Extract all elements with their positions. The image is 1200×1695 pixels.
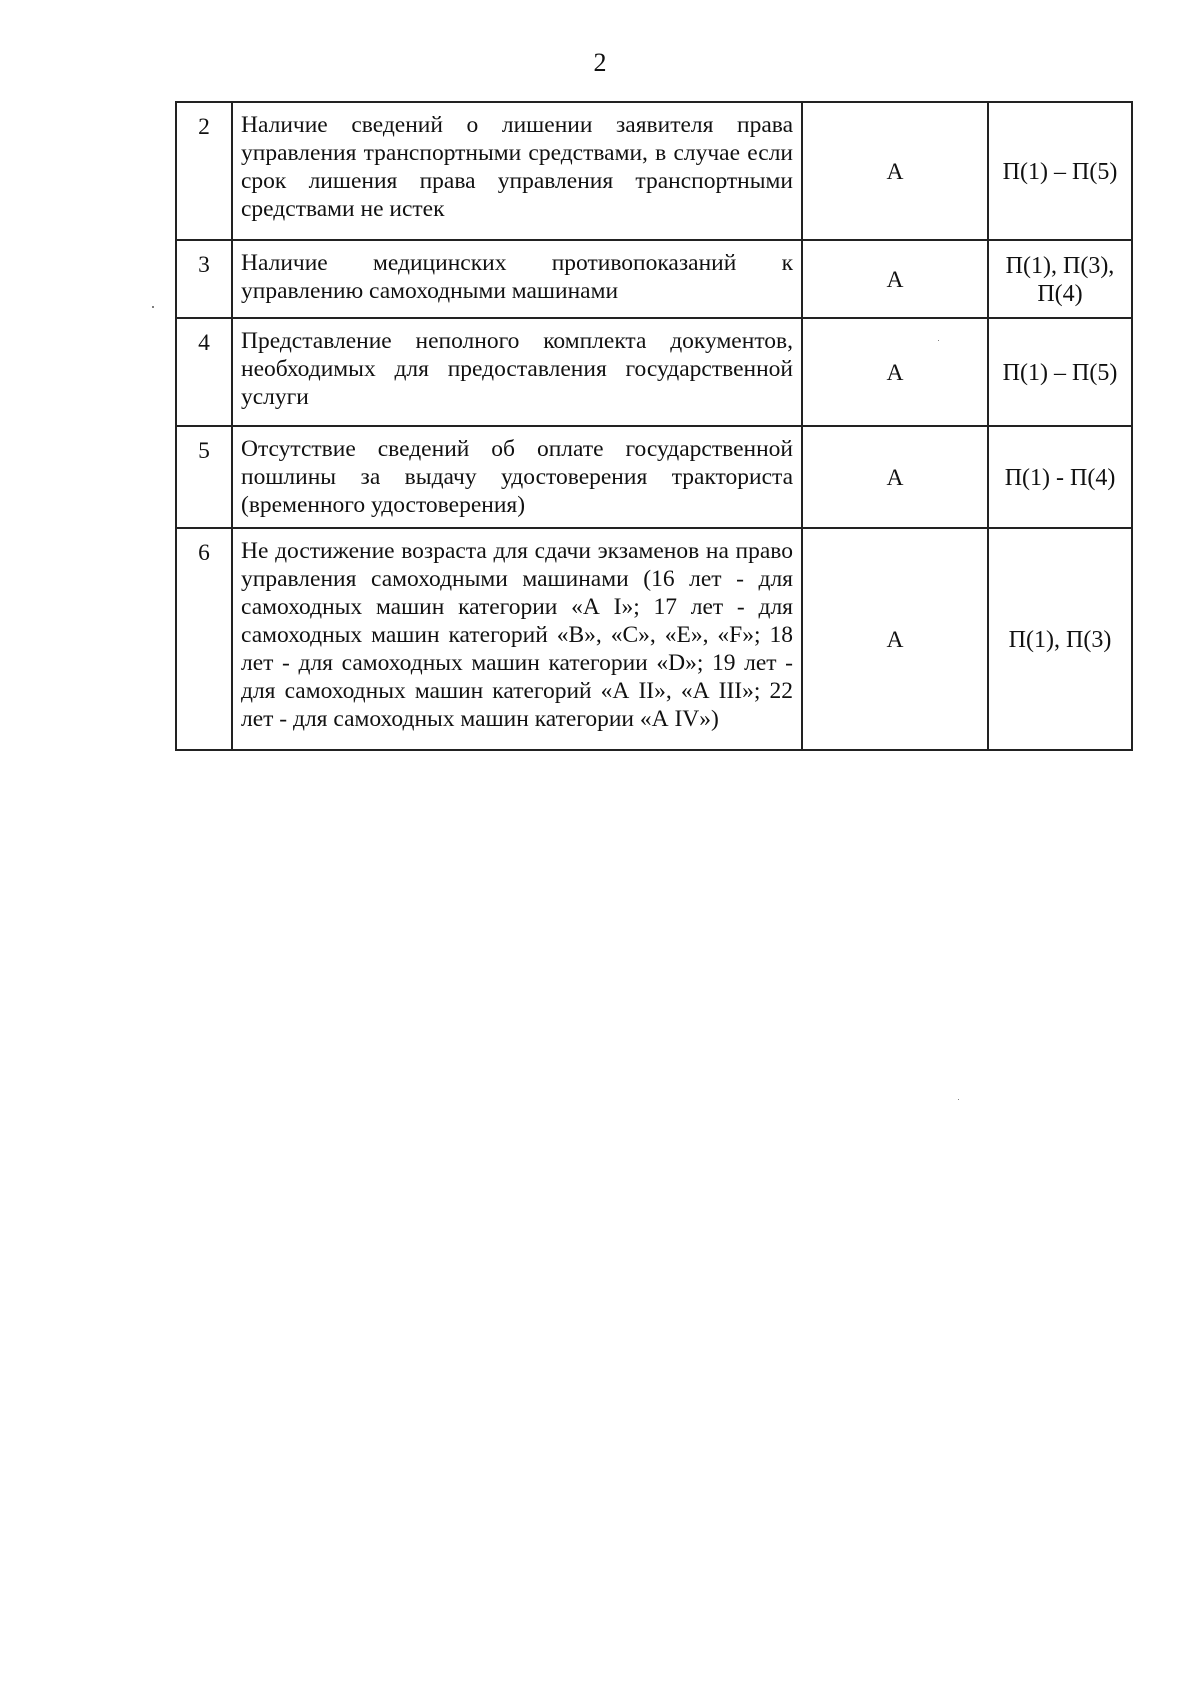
page-number: 2: [593, 48, 607, 77]
row-number: 5: [176, 426, 232, 528]
row-type: А: [802, 528, 988, 750]
row-number: 6: [176, 528, 232, 750]
row-references: П(1) - П(4): [988, 426, 1132, 528]
table-row: [176, 102, 1132, 240]
row-description: Наличие сведений о лишении заявителя права управления транспортными средствами, в случае если срок лишения права управления транспортными средствами не истек: [232, 102, 802, 240]
table-row: [176, 426, 1132, 528]
row-description: Наличие медицинских противопоказаний к управлению самоходными машинами: [232, 240, 802, 318]
row-references: П(1), П(3): [988, 528, 1132, 750]
row-description: Представление неполного комплекта документов, необходимых для предоставления государственной услуги: [232, 318, 802, 426]
refusal-grounds-table: [175, 101, 1133, 751]
table-row: [176, 240, 1132, 318]
row-type: А: [802, 426, 988, 528]
scan-speck: [152, 306, 154, 308]
row-references: П(1) – П(5): [988, 102, 1132, 240]
table-row: [176, 528, 1132, 750]
row-references: П(1) – П(5): [988, 318, 1132, 426]
row-type: А: [802, 102, 988, 240]
row-number: 3: [176, 240, 232, 318]
row-number: 2: [176, 102, 232, 240]
scan-speck: [958, 1099, 959, 1100]
scan-speck: [938, 340, 939, 341]
row-type: А: [802, 318, 988, 426]
row-description: Не достижение возраста для сдачи экзаменов на право управления самоходными машинами (16 лет - для самоходных машин категории «А I»; 17 лет - для самоходных машин категорий «В», «С», «Е», «F»; 18 лет - для самоходных машин категории «D»; 19 лет - для самоходных машин категорий «А II», «А III»; 22 лет - для самоходных машин категории «А IV»): [232, 528, 802, 750]
row-number: 4: [176, 318, 232, 426]
table-row: [176, 318, 1132, 426]
row-references: П(1), П(3), П(4): [988, 240, 1132, 318]
row-description: Отсутствие сведений об оплате государственной пошлины за выдачу удостоверения тракториста (временного удостоверения): [232, 426, 802, 528]
row-type: А: [802, 240, 988, 318]
